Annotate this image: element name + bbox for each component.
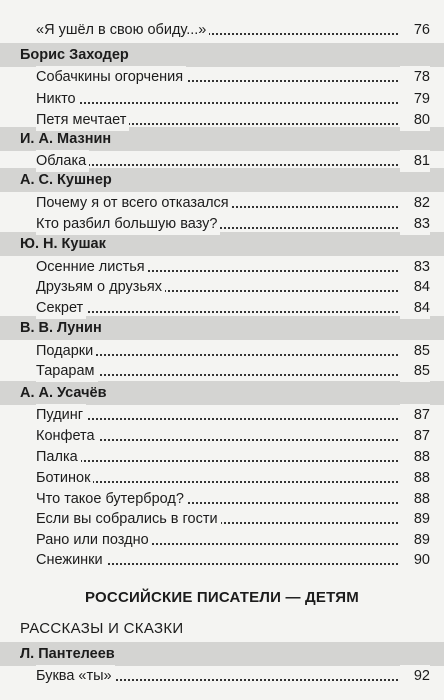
entry-title: Снежинки [36,549,106,571]
dot-leader [36,460,398,462]
entry-title: Секрет [36,297,86,319]
section-heading: РОССИЙСКИЕ ПИСАТЕЛИ — ДЕТЯМ [85,589,359,606]
toc-entry [0,19,444,41]
entry-title: Что такое бутерброд? [36,488,187,510]
author-name: Л. Пантелеев [20,646,115,662]
entry-title: Тарарам [36,360,98,382]
entry-page: 83 [400,256,430,278]
toc-entry [0,529,444,551]
author-name: В. В. Лунин [20,320,102,336]
entry-title: Облака [36,150,89,172]
entry-title: Если вы собрались в гости [36,508,221,530]
entry-page: 89 [400,508,430,530]
toc-entry [0,467,444,489]
entry-page: 85 [400,360,430,382]
dot-leader [36,102,398,104]
author-heading [0,316,444,340]
toc-entry [0,66,444,88]
entry-page: 76 [400,19,430,41]
entry-title: Почему я от всего отказался [36,192,232,214]
entry-page: 79 [400,88,430,110]
entry-title: Собачкины огорчения [36,66,186,88]
toc-entry [0,340,444,362]
entry-page: 89 [400,529,430,551]
entry-page: 84 [400,276,430,298]
toc-entry [0,404,444,426]
entry-page: 85 [400,340,430,362]
entry-page: 84 [400,297,430,319]
entry-page: 81 [400,150,430,172]
author-heading [0,381,444,405]
toc-entry [0,446,444,468]
entry-page: 88 [400,488,430,510]
entry-title: Буква «ты» [36,665,115,687]
entry-title: Осенние листья [36,256,148,278]
entry-title: Друзьям о друзьях [36,276,165,298]
toc-entry [0,508,444,530]
entry-page: 83 [400,213,430,235]
toc-entry [0,665,444,687]
author-heading [0,642,444,666]
toc-entry [0,488,444,510]
toc-entry [0,425,444,447]
author-name: А. А. Усачёв [20,385,107,401]
entry-page: 87 [400,425,430,447]
entry-page: 80 [400,109,430,131]
entry-page: 78 [400,66,430,88]
sub-heading: РАССКАЗЫ И СКАЗКИ [20,620,184,637]
entry-title: Подарки [36,340,96,362]
entry-title: Рано или поздно [36,529,152,551]
entry-title: Петя мечтает [36,109,129,131]
entry-page: 90 [400,549,430,571]
entry-title: «Я ушёл в свою обиду...» [36,19,209,41]
author-name: Ю. Н. Кушак [20,236,106,252]
dot-leader [36,311,398,313]
entry-title: Конфета [36,425,98,447]
author-name: А. С. Кушнер [20,172,112,188]
dot-leader [36,418,398,420]
entry-page: 82 [400,192,430,214]
author-name: Борис Заходер [20,47,129,63]
toc-entry [0,360,444,382]
toc-entry [0,192,444,214]
toc-entry [0,88,444,110]
entry-page: 88 [400,467,430,489]
entry-title: Пудинг [36,404,86,426]
toc-entry [0,549,444,571]
author-heading [0,232,444,256]
entry-title: Кто разбил большую вазу? [36,213,220,235]
author-name: И. А. Мазнин [20,131,112,147]
entry-page: 87 [400,404,430,426]
toc-entry [0,256,444,278]
entry-page: 92 [400,665,430,687]
toc-entry [0,276,444,298]
entry-title: Никто [36,88,79,110]
author-heading [0,43,444,67]
entry-title: Ботинок [36,467,93,489]
entry-title: Палка [36,446,81,468]
entry-page: 88 [400,446,430,468]
dot-leader [36,164,398,166]
